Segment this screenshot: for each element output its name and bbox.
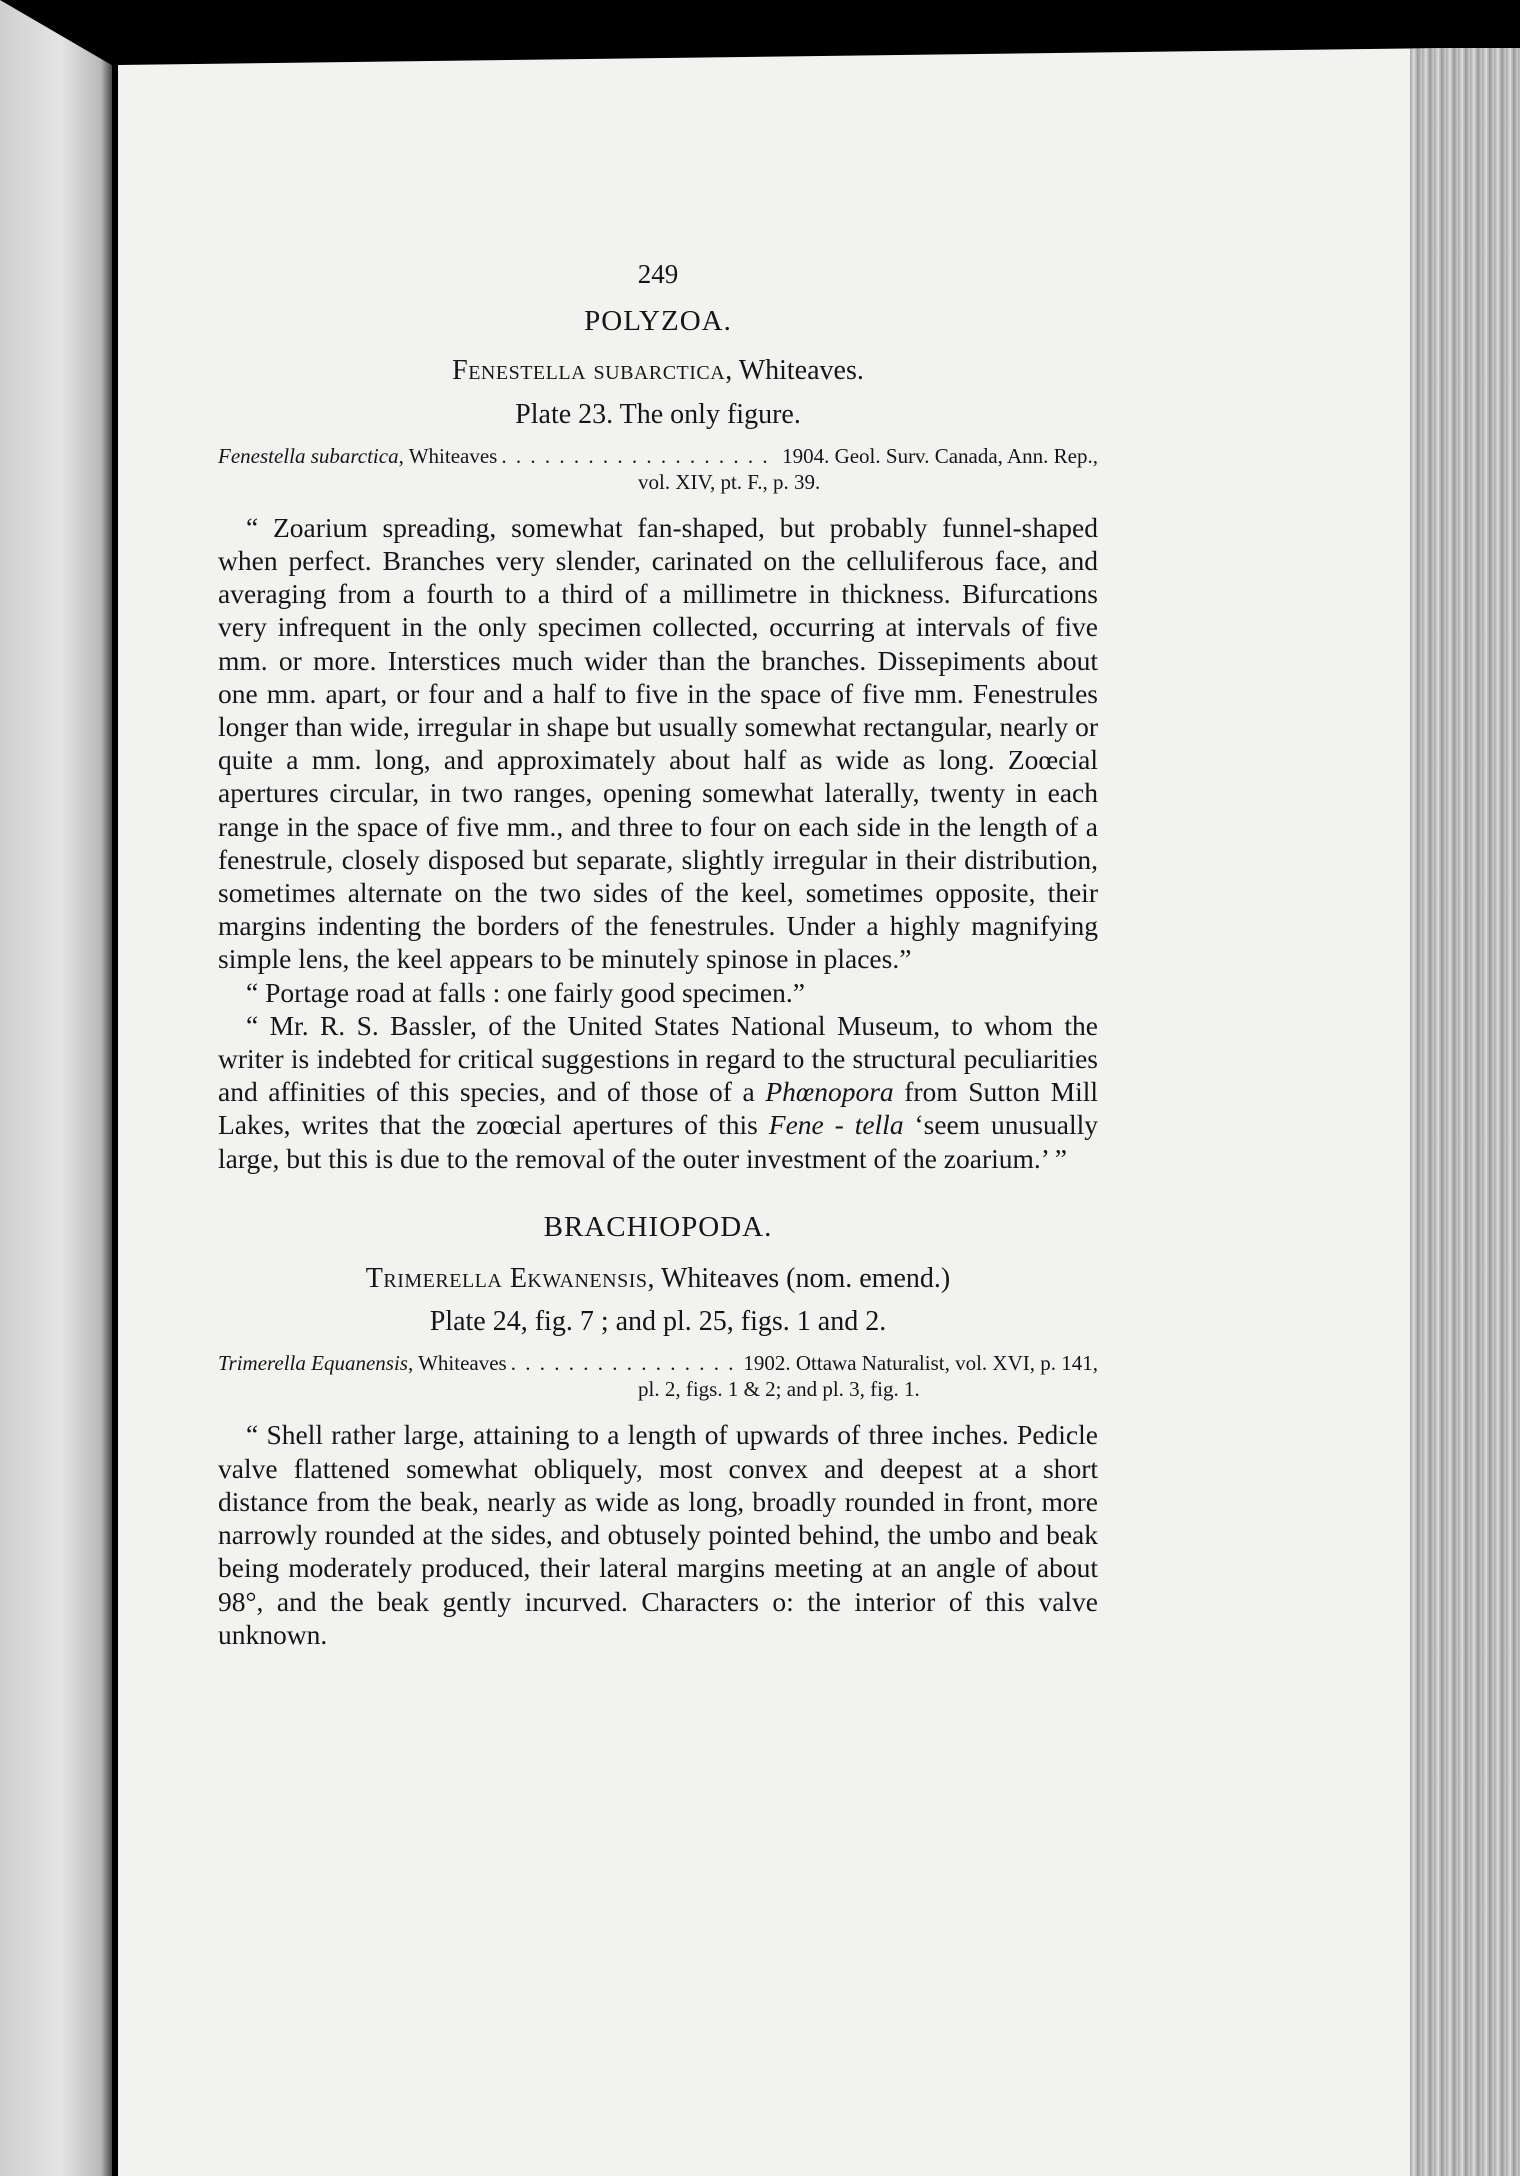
reference-publication: 1904. Geol. Surv. Canada, Ann. Rep.,: [782, 443, 1098, 468]
page-number: 249: [637, 259, 679, 289]
species-title-trimerella: [218, 1262, 1098, 1295]
reference-taxon: Fenestella subarctica: [218, 443, 399, 468]
genus-italic: Phœnopora: [765, 1076, 894, 1108]
section-heading-polyzoa: POLYZOA.: [584, 305, 732, 338]
reference-publication-cont: pl. 2, figs. 1 & 2; and pl. 3, fig. 1.: [638, 1377, 920, 1402]
species-title-fenestella: [218, 354, 1098, 387]
genus-italic: Fene - tella: [768, 1109, 904, 1141]
description-paragraph: “ Shell rather large, attaining to a length of upwards of three inches. Pedicle valve flattened somewhat obliquely, most convex and deepest at a short distance from the beak, nearly as wide as long, broadly rounded in front, more narrowly rounded at the sides, and obtusely pointed behind, the umbo and beak being moderately produced, their lateral margins meeting at an angle of about 98°, and the beak gently incurved. Characters o: the interior of this valve unknown.: [218, 1419, 1098, 1650]
reference-author: , Whiteaves: [398, 443, 498, 468]
section-heading-brachiopoda: BRACHIOPODA.: [543, 1210, 773, 1243]
reference-publication-cont: vol. XIV, pt. F., p. 39.: [638, 469, 821, 494]
species-author: , Whiteaves (nom. emend.): [647, 1263, 951, 1295]
leader-dots: [501, 443, 778, 469]
text-segment: “ Mr. R. S. Bassler, of the United States National Museum, to whom the writer is indebted for critical suggestions in regard to the structural peculiarities and affinities of this species, and of those of a: [218, 1009, 1098, 1108]
page-stack-edge: [1410, 48, 1520, 2176]
text-segment: ‘seem unusually large, but this is due to the removal of the outer investment of the zoarium.’ ”: [218, 1109, 1098, 1174]
locality-paragraph: “ Portage road at falls : one fairly good specimen.”: [246, 976, 805, 1008]
species-name: Fenestella subarctica: [452, 355, 726, 387]
text-segment: from Sutton Mill Lakes, writes that the zoœcial apertures of this: [218, 1076, 1099, 1141]
reference-author: , Whiteaves: [407, 1351, 507, 1376]
species-name: Trimerella Ekwanensis: [365, 1263, 648, 1295]
description-paragraph: “ Zoarium spreading, somewhat fan-shaped, but probably funnel-shaped when perfect. Branches very slender, carinated on the celluliferous face, and averaging from a fourth to a third of a millimetre in thickness. Bifurcations very infrequent in the only specimen collected, occurring at intervals of five mm. or more. Interstices much wider than the branches. Dissepiments about one mm. apart, or four and a half to five in the space of five mm. Fenestrules longer than wide, irregular in shape but usually somewhat rectangular, nearly or quite a mm. long, and approximately about half as wide as long. Zoœcial apertures circular, in two ranges, opening somewhat laterally, twenty in each range in the space of five mm., and three to four on each side in the length of a fenestrule, closely disposed but separate, slightly irregular in their distribution, sometimes alternate on the two sides of the keel, sometimes opposite, their margins indenting the borders of the fenestrules. Under a highly magnifying simple lens, the keel appears to be minutely spinose in places.”: [218, 511, 1098, 975]
reference-taxon: Trimerella Equanensis: [218, 1351, 408, 1376]
bassler-paragraph: [218, 1009, 1098, 1175]
reference-publication: 1902. Ottawa Naturalist, vol. XVI, p. 141,: [743, 1351, 1098, 1376]
synonymy-reference: [218, 1350, 1098, 1402]
left-page-edge: [0, 0, 112, 2176]
species-author: , Whiteaves.: [725, 355, 864, 387]
synonymy-reference: [218, 443, 1098, 495]
leader-dots: [511, 1350, 740, 1376]
page-content: [218, 258, 1098, 1651]
plate-reference: Plate 24, fig. 7 ; and pl. 25, figs. 1 and 2.: [429, 1306, 887, 1338]
plate-reference: Plate 23. The only figure.: [515, 398, 801, 430]
